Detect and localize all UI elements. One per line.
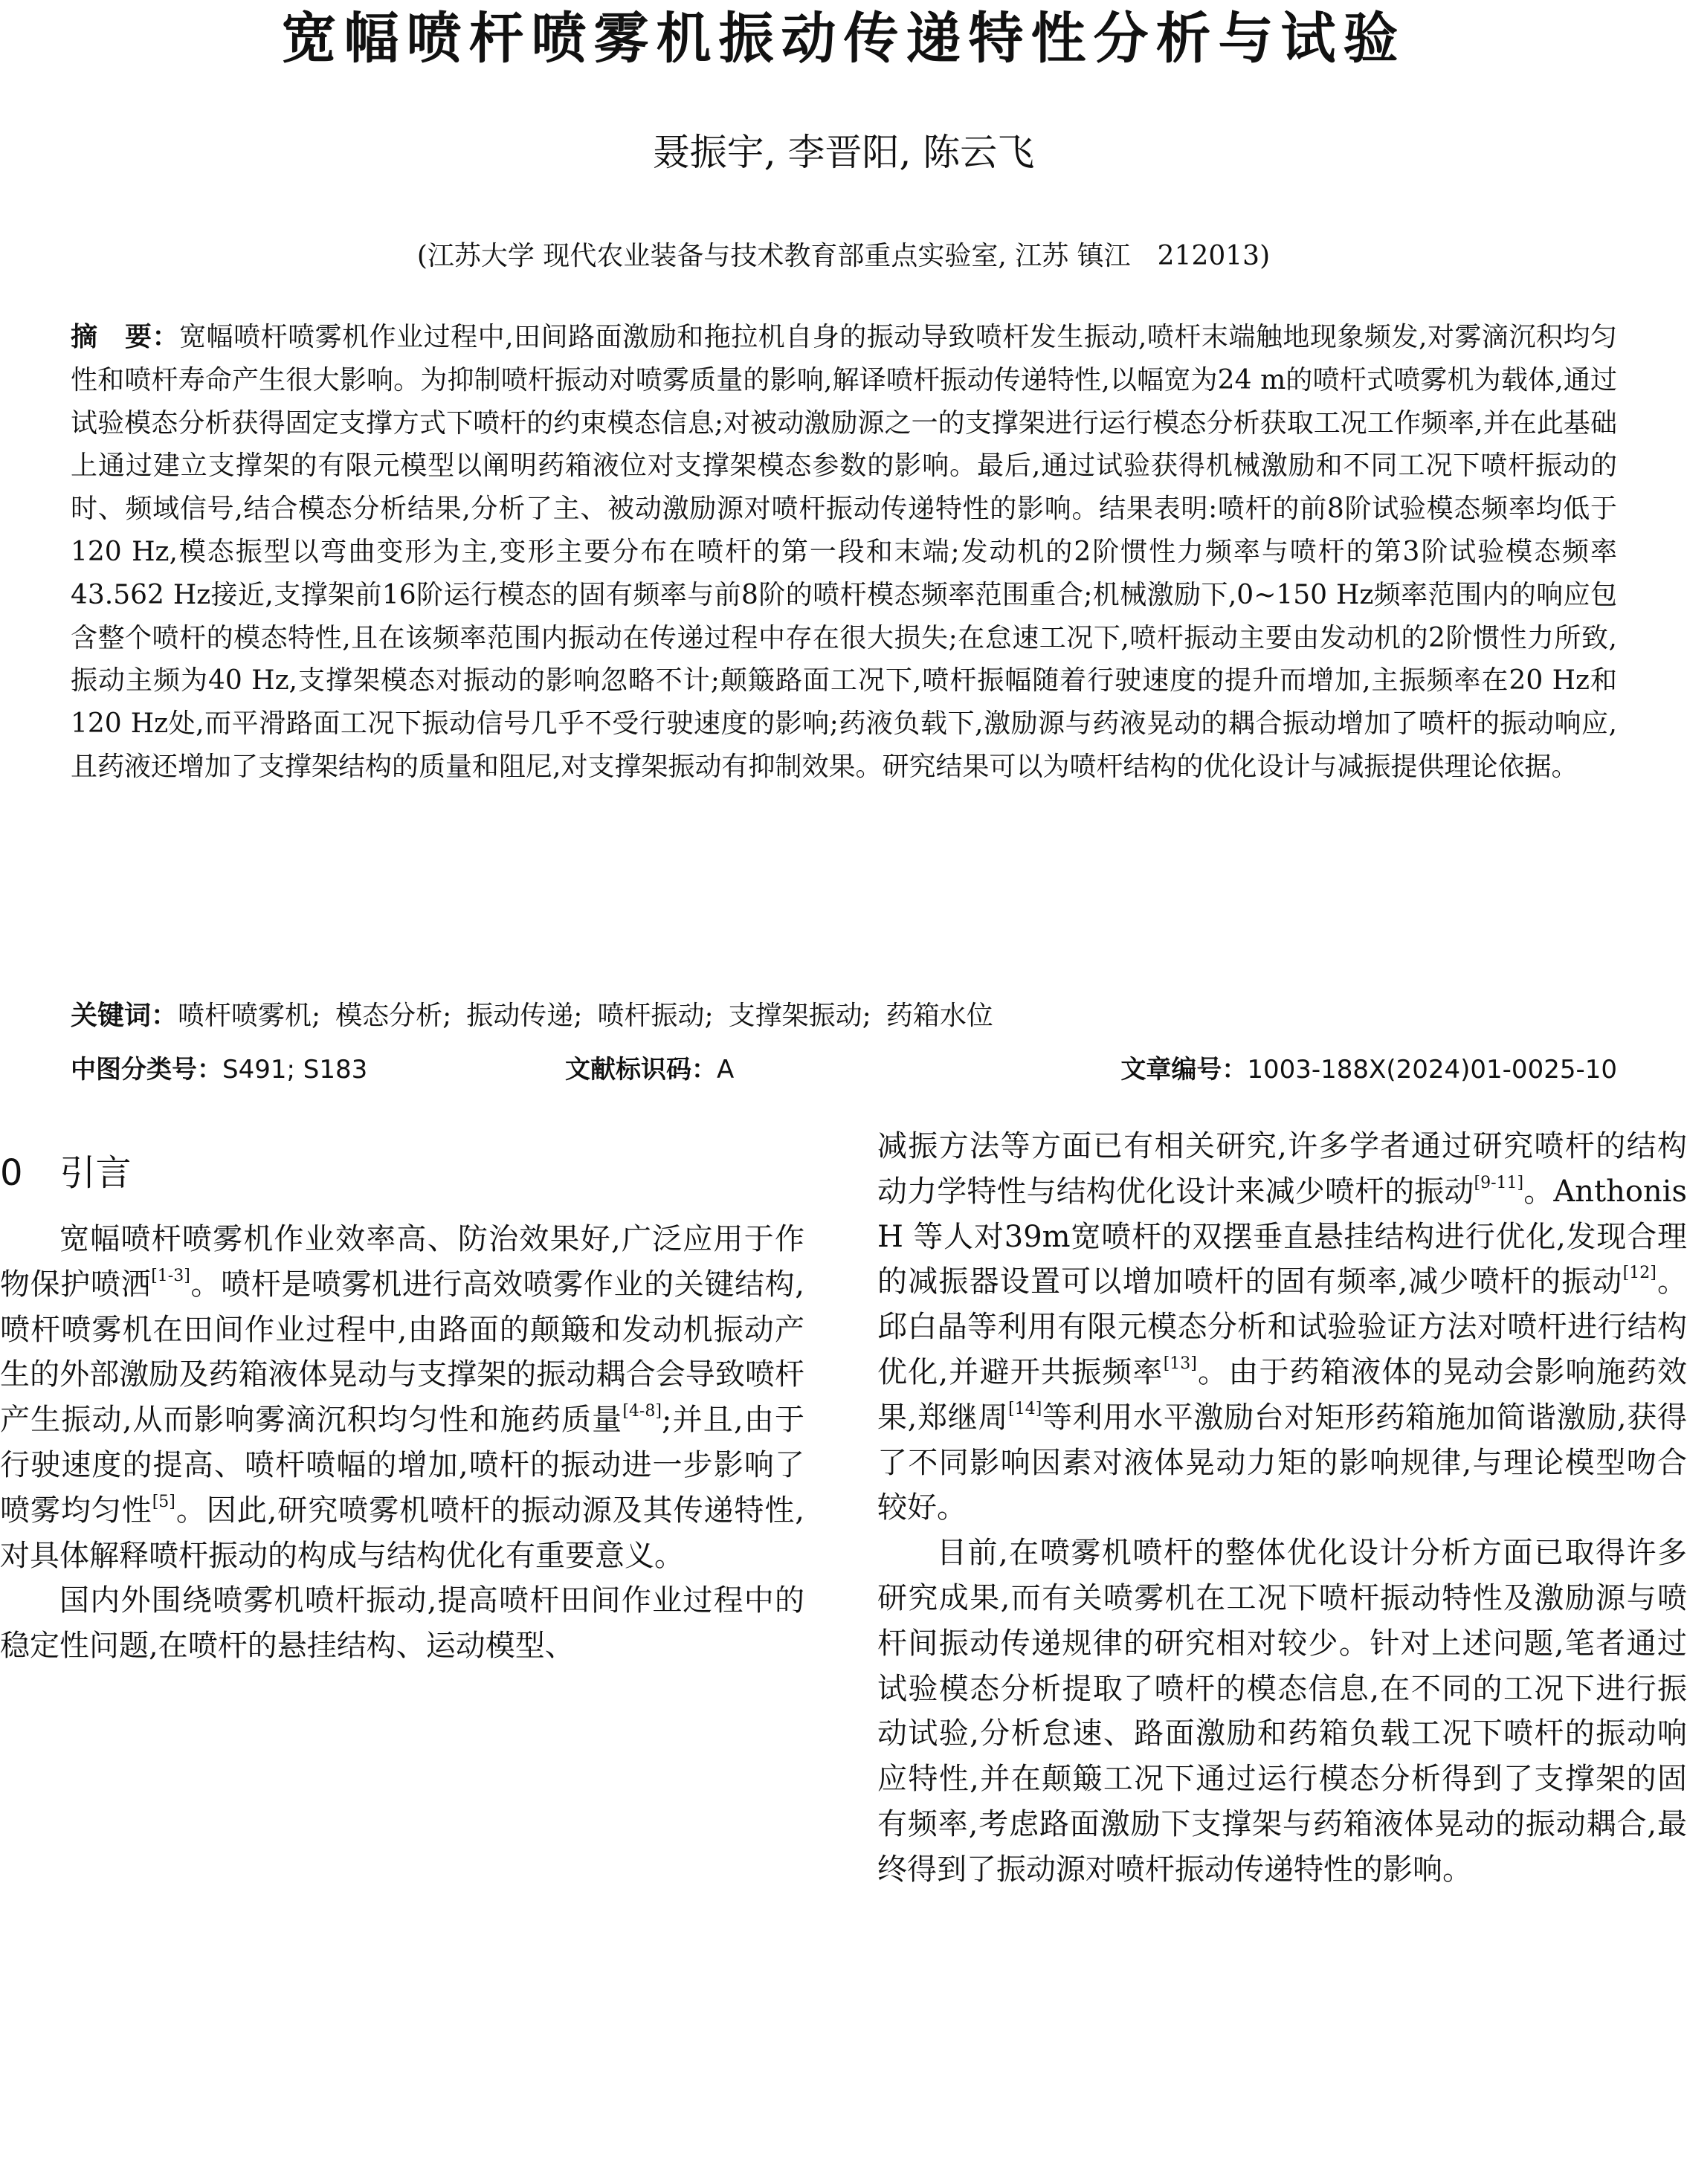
author-affiliation: (江苏大学 现代农业装备与技术教育部重点实验室, 江苏 镇江 212013) <box>416 241 1271 271</box>
abstract <box>71 316 1617 789</box>
citation: [14] <box>1008 1399 1042 1418</box>
citation: [13] <box>1163 1354 1197 1373</box>
classification-line <box>71 1052 1617 1088</box>
citation: [12] <box>1622 1264 1657 1283</box>
citation: [5] <box>152 1492 175 1511</box>
text-run: 。邱白晶等利用有限元模态分析和试验验证方法对喷杆进行结构优化,并避开共振频率 <box>877 1264 1687 1389</box>
classification-value: S491; S183 <box>222 1055 368 1085</box>
paper-title: 宽幅喷杆喷雾机振动传递特性分析与试验 <box>281 7 1406 71</box>
keyword: 模态分析; <box>335 1001 452 1031</box>
section-heading <box>0 1151 132 1195</box>
document-code <box>565 1052 734 1088</box>
keywords <box>71 998 1617 1034</box>
article-number-value: 1003-188X(2024)01-0025-10 <box>1247 1055 1617 1085</box>
text-run: ;并且,由于行驶速度的提高、喷杆喷幅的增加,喷杆的振动进一步影响了喷雾均匀性 <box>0 1403 804 1528</box>
left-column <box>0 1217 804 1669</box>
document-code-label: 文献标识码： <box>565 1055 717 1085</box>
section-title: 引言 <box>59 1152 132 1194</box>
classification-number <box>71 1055 367 1085</box>
text-run: 等利用水平激励台对矩形药箱施加简谐激励,获得了不同影响因素对液体晃动力矩的影响规律,与理论模型吻合较好。 <box>877 1400 1687 1525</box>
classification-label: 中图分类号： <box>71 1055 222 1085</box>
paragraph: 国内外围绕喷雾机喷杆振动,提高喷杆田间作业过程中的稳定性问题,在喷杆的悬挂结构、运动模型、 <box>0 1583 804 1664</box>
keyword: 支撑架振动; <box>728 1001 871 1031</box>
article-number <box>1120 1052 1617 1088</box>
article-number-label: 文章编号： <box>1120 1055 1248 1085</box>
keywords-label: 关键词： <box>71 1001 178 1031</box>
citation: [1-3] <box>151 1266 190 1285</box>
document-code-value: A <box>717 1055 735 1085</box>
keyword: 振动传递; <box>466 1001 583 1031</box>
citation: [4-8] <box>622 1402 662 1421</box>
abstract-label: 摘 要： <box>71 322 180 352</box>
paragraph <box>877 1124 1687 1531</box>
text-run: 。Anthonis H 等人对39m宽喷杆的双摆垂直悬挂结构进行优化,发现合理的减振器设置可以增加喷杆的固有频率,减少喷杆的振动 <box>877 1174 1687 1299</box>
text-run: 。由于药箱液体的晃动会影响施药效果,郑继周 <box>877 1354 1687 1435</box>
keyword: 喷杆振动; <box>597 1001 714 1031</box>
text-run: 宽幅喷杆喷雾机作业效率高、防治效果好,广泛应用于作物保护喷洒 <box>0 1222 804 1302</box>
citation: [9-11] <box>1474 1173 1524 1192</box>
text-run: 减振方法等方面已有相关研究,许多学者通过研究喷杆的结构动力学特性与结构优化设计来减少喷杆的振动 <box>877 1129 1687 1209</box>
abstract-text: 宽幅喷杆喷雾机作业过程中,田间路面激励和拖拉机自身的振动导致喷杆发生振动,喷杆末端触地现象频发,对雾滴沉积均匀性和喷杆寿命产生很大影响。为抑制喷杆振动对喷雾质量的影响,解译喷杆振动传递特性,以幅宽为24 m的喷杆式喷雾机为载体,通过试验模态分析获得固定支撑方式下喷杆的约束模态信息;对被动激励源之一的支撑架进行运行模态分析获取工况工作频率,并在此基础上通过建立支撑架的有限元模型以阐明药箱液位对支撑架模态参数的影响。最后,通过试验获得机械激励和不同工况下喷杆振动的时、频域信号,结合模态分析结果,分析了主、被动激励源对喷杆振动传递特性的影响。结果表明:喷杆的前8阶试验模态频率均低于120 Hz,模态振型以弯曲变形为主,变形主要分布在喷杆的第一段和末端;发动机的2阶惯性力频率与喷杆的第3阶试验模态频率43.562 Hz接近,支撑架前16阶运行模态的固有频率与前8阶的喷杆模态频率范围重合;机械激励下,0~150 Hz频率范围内的响应包含整个喷杆的模态特性,且在该频率范围内振动在传递过程中存在很大损失;在怠速工况下,喷杆振动主要由发动机的2阶惯性力所致,振动主频为40 Hz,支撑架模态对振动的影响忽略不计;颠簸路面工况下,喷杆振幅随着行驶速度的提升而增加,主振频率在20 Hz和120 Hz处,而平滑路面工况下振动信号几乎不受行驶速度的影响;药液负载下,激励源与药液晃动的耦合振动增加了喷杆的振动响应,且药液还增加了支撑架结构的质量和阻尼,对支撑架振动有抑制效果。研究结果可以为喷杆结构的优化设计与减振提供理论依据。 <box>71 322 1617 782</box>
paragraph <box>0 1217 804 1578</box>
keyword: 药箱水位 <box>886 1001 993 1031</box>
text-run: 。因此,研究喷雾机喷杆的振动源及其传递特性,对具体解释喷杆振动的构成与结构优化有重要意义。 <box>0 1493 804 1573</box>
paper-authors: 聂振宇, 李晋阳, 陈云飞 <box>652 131 1035 174</box>
text-run: 。喷杆是喷雾机进行高效喷雾作业的关键结构,喷杆喷雾机在田间作业过程中,由路面的颠簸和发动机振动产生的外部激励及药箱液体晃动与支撑架的振动耦合会导致喷杆产生振动,从而影响雾滴沉积均匀性和施药质量 <box>0 1267 805 1438</box>
right-column <box>877 1124 1687 1893</box>
keyword: 喷杆喷雾机; <box>178 1001 321 1031</box>
paragraph: 目前,在喷雾机喷杆的整体优化设计分析方面已取得许多研究成果,而有关喷雾机在工况下喷杆振动特性及激励源与喷杆间振动传递规律的研究相对较少。针对上述问题,笔者通过试验模态分析提取了喷杆的模态信息,在不同的工况下进行振动试验,分析怠速、路面激励和药箱负载工况下喷杆的振动响应特性,并在颠簸工况下通过运行模态分析得到了支撑架的固有频率,考虑路面激励下支撑架与药箱液体晃动的振动耦合,最终得到了振动源对喷杆振动传递特性的影响。 <box>877 1536 1687 1887</box>
section-number: 0 <box>0 1152 23 1194</box>
